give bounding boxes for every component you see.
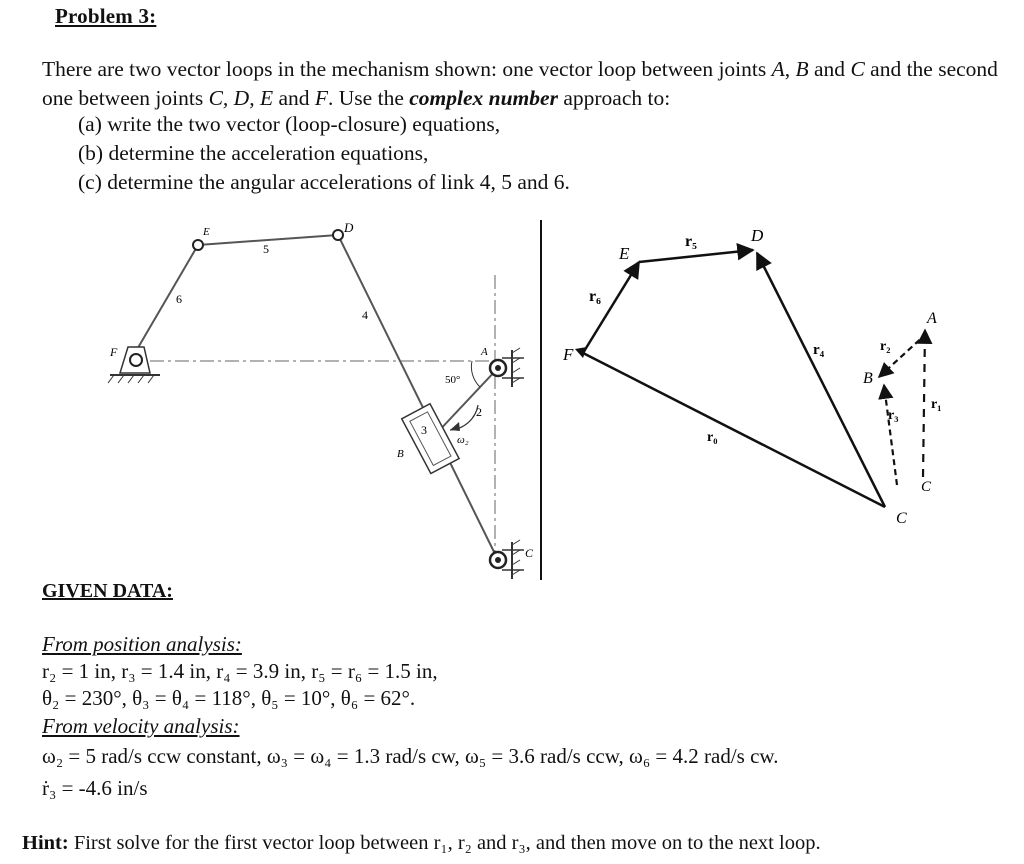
label-r1: r₁ [931,397,942,412]
label-r2: r₂ [880,339,891,354]
label-link-5: 5 [263,242,269,256]
label-e: E [619,244,630,263]
hint-text: First solve for the first vector loop between r₁, r₂ and r₃, and then move on to the next loop. [68,832,821,854]
vector-r3 [884,385,897,485]
label-r6: r₆ [589,288,601,305]
label-c: C [896,510,907,527]
problem-intro: There are two vector loops in the mechanism shown: one vector loop between joints A, B and C and the second one between joints C, D, E and F. Use the complex number approach to: [42,57,998,110]
label-f: F [110,345,118,359]
vector-r5 [639,250,753,262]
vector-loop-figure [545,215,975,530]
link-4 [338,235,498,560]
position-analysis-heading: From position analysis: [42,632,242,656]
vector-r0-arrowhead [575,347,587,358]
velocity-line-2: ṙ₃ = -4.6 in/s [42,776,148,800]
label-d: D [751,226,764,245]
vector-r1 [923,330,925,477]
position-line-2: θ₂ = 230°, θ₃ = θ₄ = 118°, θ₅ = 10°, θ₆ = 62°. [42,686,416,710]
joint-e [193,240,203,250]
link-6 [132,245,198,358]
label-b: B [863,370,873,387]
label-b: B [397,448,404,460]
task-item-b: (b) determine the acceleration equations, [78,141,429,165]
label-link-4: 4 [362,308,368,322]
label-r3: r₃ [888,408,899,423]
velocity-line-1: ω₂ = 5 rad/s ccw constant, ω₃ = ω₄ = 1.3 rad/s cw, ω₅ = 3.6 rad/s ccw, ω₆ = 4.2 rad/s cw. [42,744,779,768]
mechanism-figure [100,215,560,585]
label-r5: r₅ [685,233,697,250]
hint [22,832,821,855]
given-data-heading: GIVEN DATA: [42,580,173,602]
position-line-1: r₂ = 1 in, r₃ = 1.4 in, r₄ = 3.9 in, r₅ = r₆ = 1.5 in, [42,659,438,683]
omega-arrowhead [450,422,460,431]
slider-block-3 [402,404,459,474]
task-item-c: (c) determine the angular accelerations of link 4, 5 and 6. [78,170,570,194]
label-link-6: 6 [176,292,182,306]
vector-r6 [583,262,639,353]
angle-arc [471,361,480,387]
joint-d [333,230,343,240]
label-link-3: 3 [421,423,427,437]
omega-arc [450,405,478,430]
task-item-a: (a) write the two vector (loop-closure) equations, [78,112,501,136]
problem-title: Problem 3: [55,4,157,28]
label-r0: r₀ [707,430,718,445]
label-link-2: 2 [476,405,482,419]
label-angle: 50° [445,374,461,386]
label-omega: ω₂ [457,434,469,446]
hint-label: Hint: [22,832,69,854]
velocity-analysis-heading: From velocity analysis: [42,714,240,738]
vector-r0 [583,353,885,507]
label-d: D [344,220,354,235]
label-c: C [525,546,534,560]
label-e: E [203,226,210,238]
label-a: A [927,310,937,327]
label-r4: r₄ [813,342,825,358]
label-c-small: C [921,479,932,495]
label-f: F [563,345,574,364]
label-a: A [481,346,488,358]
